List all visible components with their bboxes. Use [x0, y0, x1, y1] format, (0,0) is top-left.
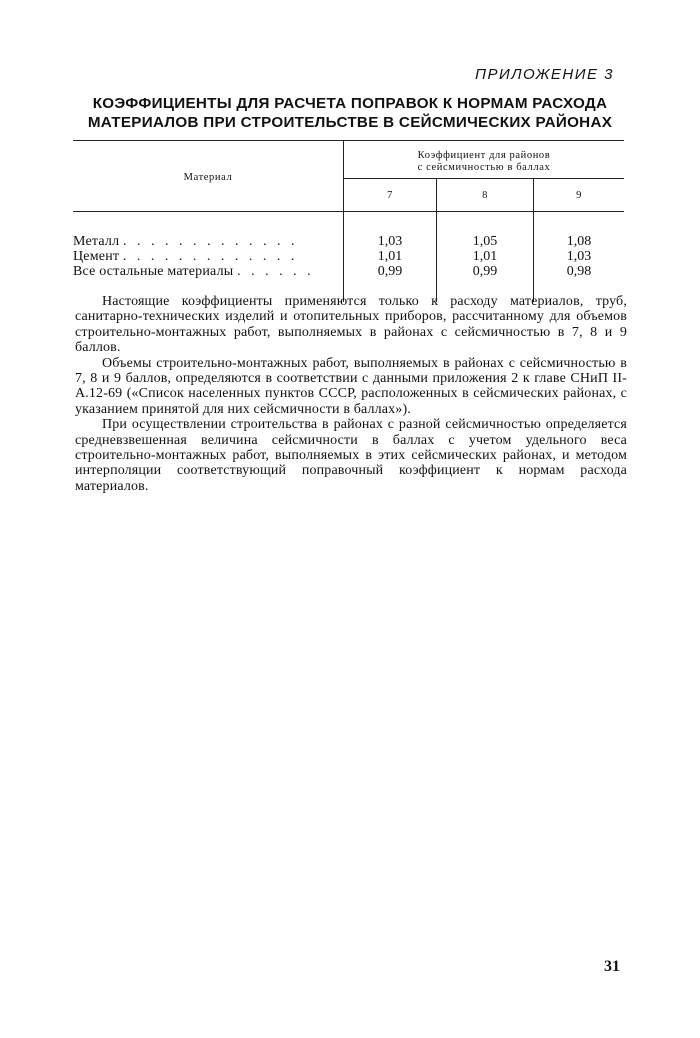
- table-cell: 1,05: [472, 234, 498, 249]
- table-cell: 1,03: [377, 234, 403, 249]
- paragraph-3: При осуществлении строительства в районах с разной сейсмичностью определяется средневзвешенная величина сейсмичности в баллах с учетом удельного веса строительно-монтажных работ, выполняемых в этих сейсмических районах, и методом интерполяции соответствующий поправочный коэффициент к нормам расхода материалов.: [75, 417, 627, 494]
- row-material-name: Металл: [73, 234, 120, 249]
- paragraph-2: Объемы строительно-монтажных работ, выполняемых в районах с сейсмичностью в 7, 8 и 9 баллов, определяются в соответствии с данными приложения 2 к главе СНиП II-А.12-69 («Список населенных пунктов СССР, расположенных в сейсмических районах, с указанием принятой для них сейсмичности в баллах»).: [75, 355, 627, 417]
- table-cell: 1,03: [566, 249, 592, 264]
- table-cell: 0,99: [472, 264, 498, 279]
- table-cell: 0,98: [566, 264, 592, 279]
- coefficient-group-header: [344, 150, 624, 174]
- material-column-header: Материал: [183, 172, 233, 183]
- body-text: [75, 294, 627, 494]
- table-row-label: [73, 264, 335, 279]
- table-cell: 1,08: [566, 234, 592, 249]
- row-leader-dots: . . . . . . . . . . . . .: [122, 234, 298, 249]
- table-cell: 0,99: [377, 264, 403, 279]
- title-line-1: КОЭФФИЦИЕНТЫ ДЛЯ РАСЧЕТА ПОПРАВОК К НОРМАМ РАСХОДА: [92, 95, 608, 112]
- paragraph-1: Настоящие коэффициенты применяются только к расходу материалов, труб, санитарно-технических изделий и отопительных приборов, рассчитанному для объемов строительно-монтажных работ, выполняемых в районах с сейсмичностью в 7, 8 и 9 баллов.: [75, 294, 627, 356]
- group-header-line-1: Коэффициент для районов: [417, 150, 551, 161]
- column-header-8: 8: [482, 190, 488, 201]
- column-header-9: 9: [576, 190, 582, 201]
- column-header-7: 7: [387, 190, 393, 201]
- table-top-rule: [73, 140, 624, 141]
- coefficients-table: [73, 140, 624, 302]
- row-leader-dots: . . . . . .: [237, 264, 315, 279]
- table-header-rule: [73, 211, 624, 212]
- table-row-label: [73, 249, 335, 264]
- page-number: 31: [604, 958, 620, 975]
- table-cell: 1,01: [472, 249, 498, 264]
- title-line-2: МАТЕРИАЛОВ ПРИ СТРОИТЕЛЬСТВЕ В СЕЙСМИЧЕСКИХ РАЙОНАХ: [87, 114, 613, 131]
- page-title: [60, 94, 640, 132]
- row-leader-dots: . . . . . . . . . . . . .: [122, 249, 298, 264]
- appendix-label: ПРИЛОЖЕНИЕ 3: [475, 66, 614, 83]
- table-group-rule: [344, 178, 624, 179]
- row-material-name: Цемент: [73, 249, 120, 264]
- table-row-label: [73, 234, 335, 249]
- group-header-line-2: с сейсмичностью в баллах: [417, 162, 551, 173]
- row-material-name: Все остальные материалы: [73, 264, 234, 279]
- table-cell: 1,01: [377, 249, 403, 264]
